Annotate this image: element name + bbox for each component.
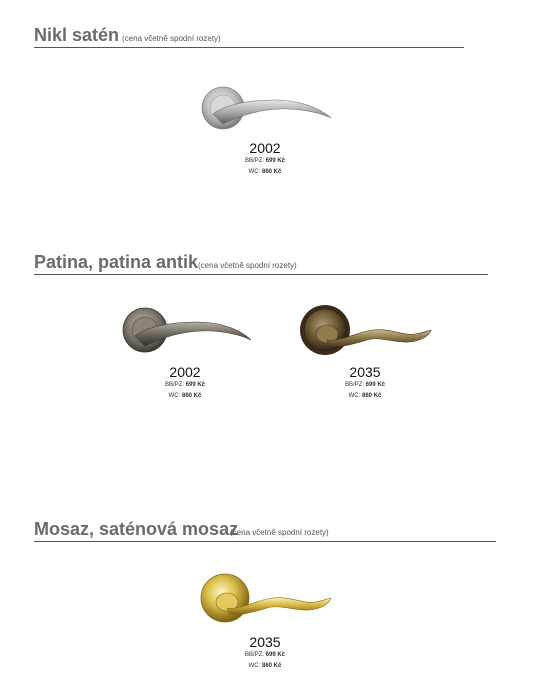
price-bbpz-value: 699 Kč — [265, 158, 286, 164]
price-wc-value: 860 Kč — [261, 169, 282, 175]
price-wc — [295, 391, 435, 402]
section-header-patina — [34, 249, 488, 275]
product-code: 2002 — [249, 140, 281, 156]
section-header-nikl-saten — [34, 22, 464, 48]
product-code: 2035 — [349, 364, 381, 380]
product-code: 2002 — [169, 364, 201, 380]
price-wc-label: WC: — [248, 169, 261, 175]
price-wc-value: 860 Kč — [261, 663, 282, 669]
price-bbpz-value: 699 Kč — [265, 652, 286, 658]
price-wc — [195, 661, 335, 672]
product-card-2002-patina[interactable] — [115, 300, 255, 402]
price-wc-value: 860 Kč — [181, 393, 202, 399]
product-card-2002-nickel[interactable] — [195, 80, 335, 178]
price-bbpz-label: BB/PZ: — [244, 652, 264, 658]
section-note: (cena včetně spodní rozety) — [122, 34, 221, 43]
section-title: Nikl satén — [34, 25, 120, 45]
price-wc-label: WC: — [168, 393, 181, 399]
price-wc-value: 860 Kč — [361, 393, 382, 399]
price-bbpz — [115, 380, 255, 391]
section-title: Patina, patina antik — [34, 252, 199, 272]
door-handle-2002-patina-image — [115, 300, 255, 360]
door-handle-2035-patina-image — [295, 300, 435, 360]
price-bbpz-value: 699 Kč — [185, 382, 206, 388]
price-bbpz-value: 699 Kč — [365, 382, 386, 388]
section-note: (cena včetně spodní rozety) — [230, 528, 329, 537]
product-card-2035-patina[interactable] — [295, 300, 435, 402]
price-bbpz-label: BB/PZ: — [344, 382, 364, 388]
price-wc-label: WC: — [248, 663, 261, 669]
section-header-mosaz — [34, 516, 496, 542]
price-bbpz — [295, 380, 435, 391]
price-bbpz — [195, 650, 335, 661]
section-title: Mosaz, saténová mosaz — [34, 519, 239, 539]
product-card-2035-brass[interactable] — [195, 570, 335, 672]
price-wc — [115, 391, 255, 402]
price-bbpz-label: BB/PZ: — [244, 158, 264, 164]
price-wc — [195, 167, 335, 178]
door-handle-2035-brass-image — [195, 570, 335, 630]
section-note: (cena včetně spodní rozety) — [198, 261, 297, 270]
price-wc-label: WC: — [348, 393, 361, 399]
product-code: 2035 — [249, 634, 281, 650]
price-bbpz — [195, 156, 335, 167]
door-handle-2002-nickel-image — [195, 80, 335, 136]
price-bbpz-label: BB/PZ: — [164, 382, 184, 388]
